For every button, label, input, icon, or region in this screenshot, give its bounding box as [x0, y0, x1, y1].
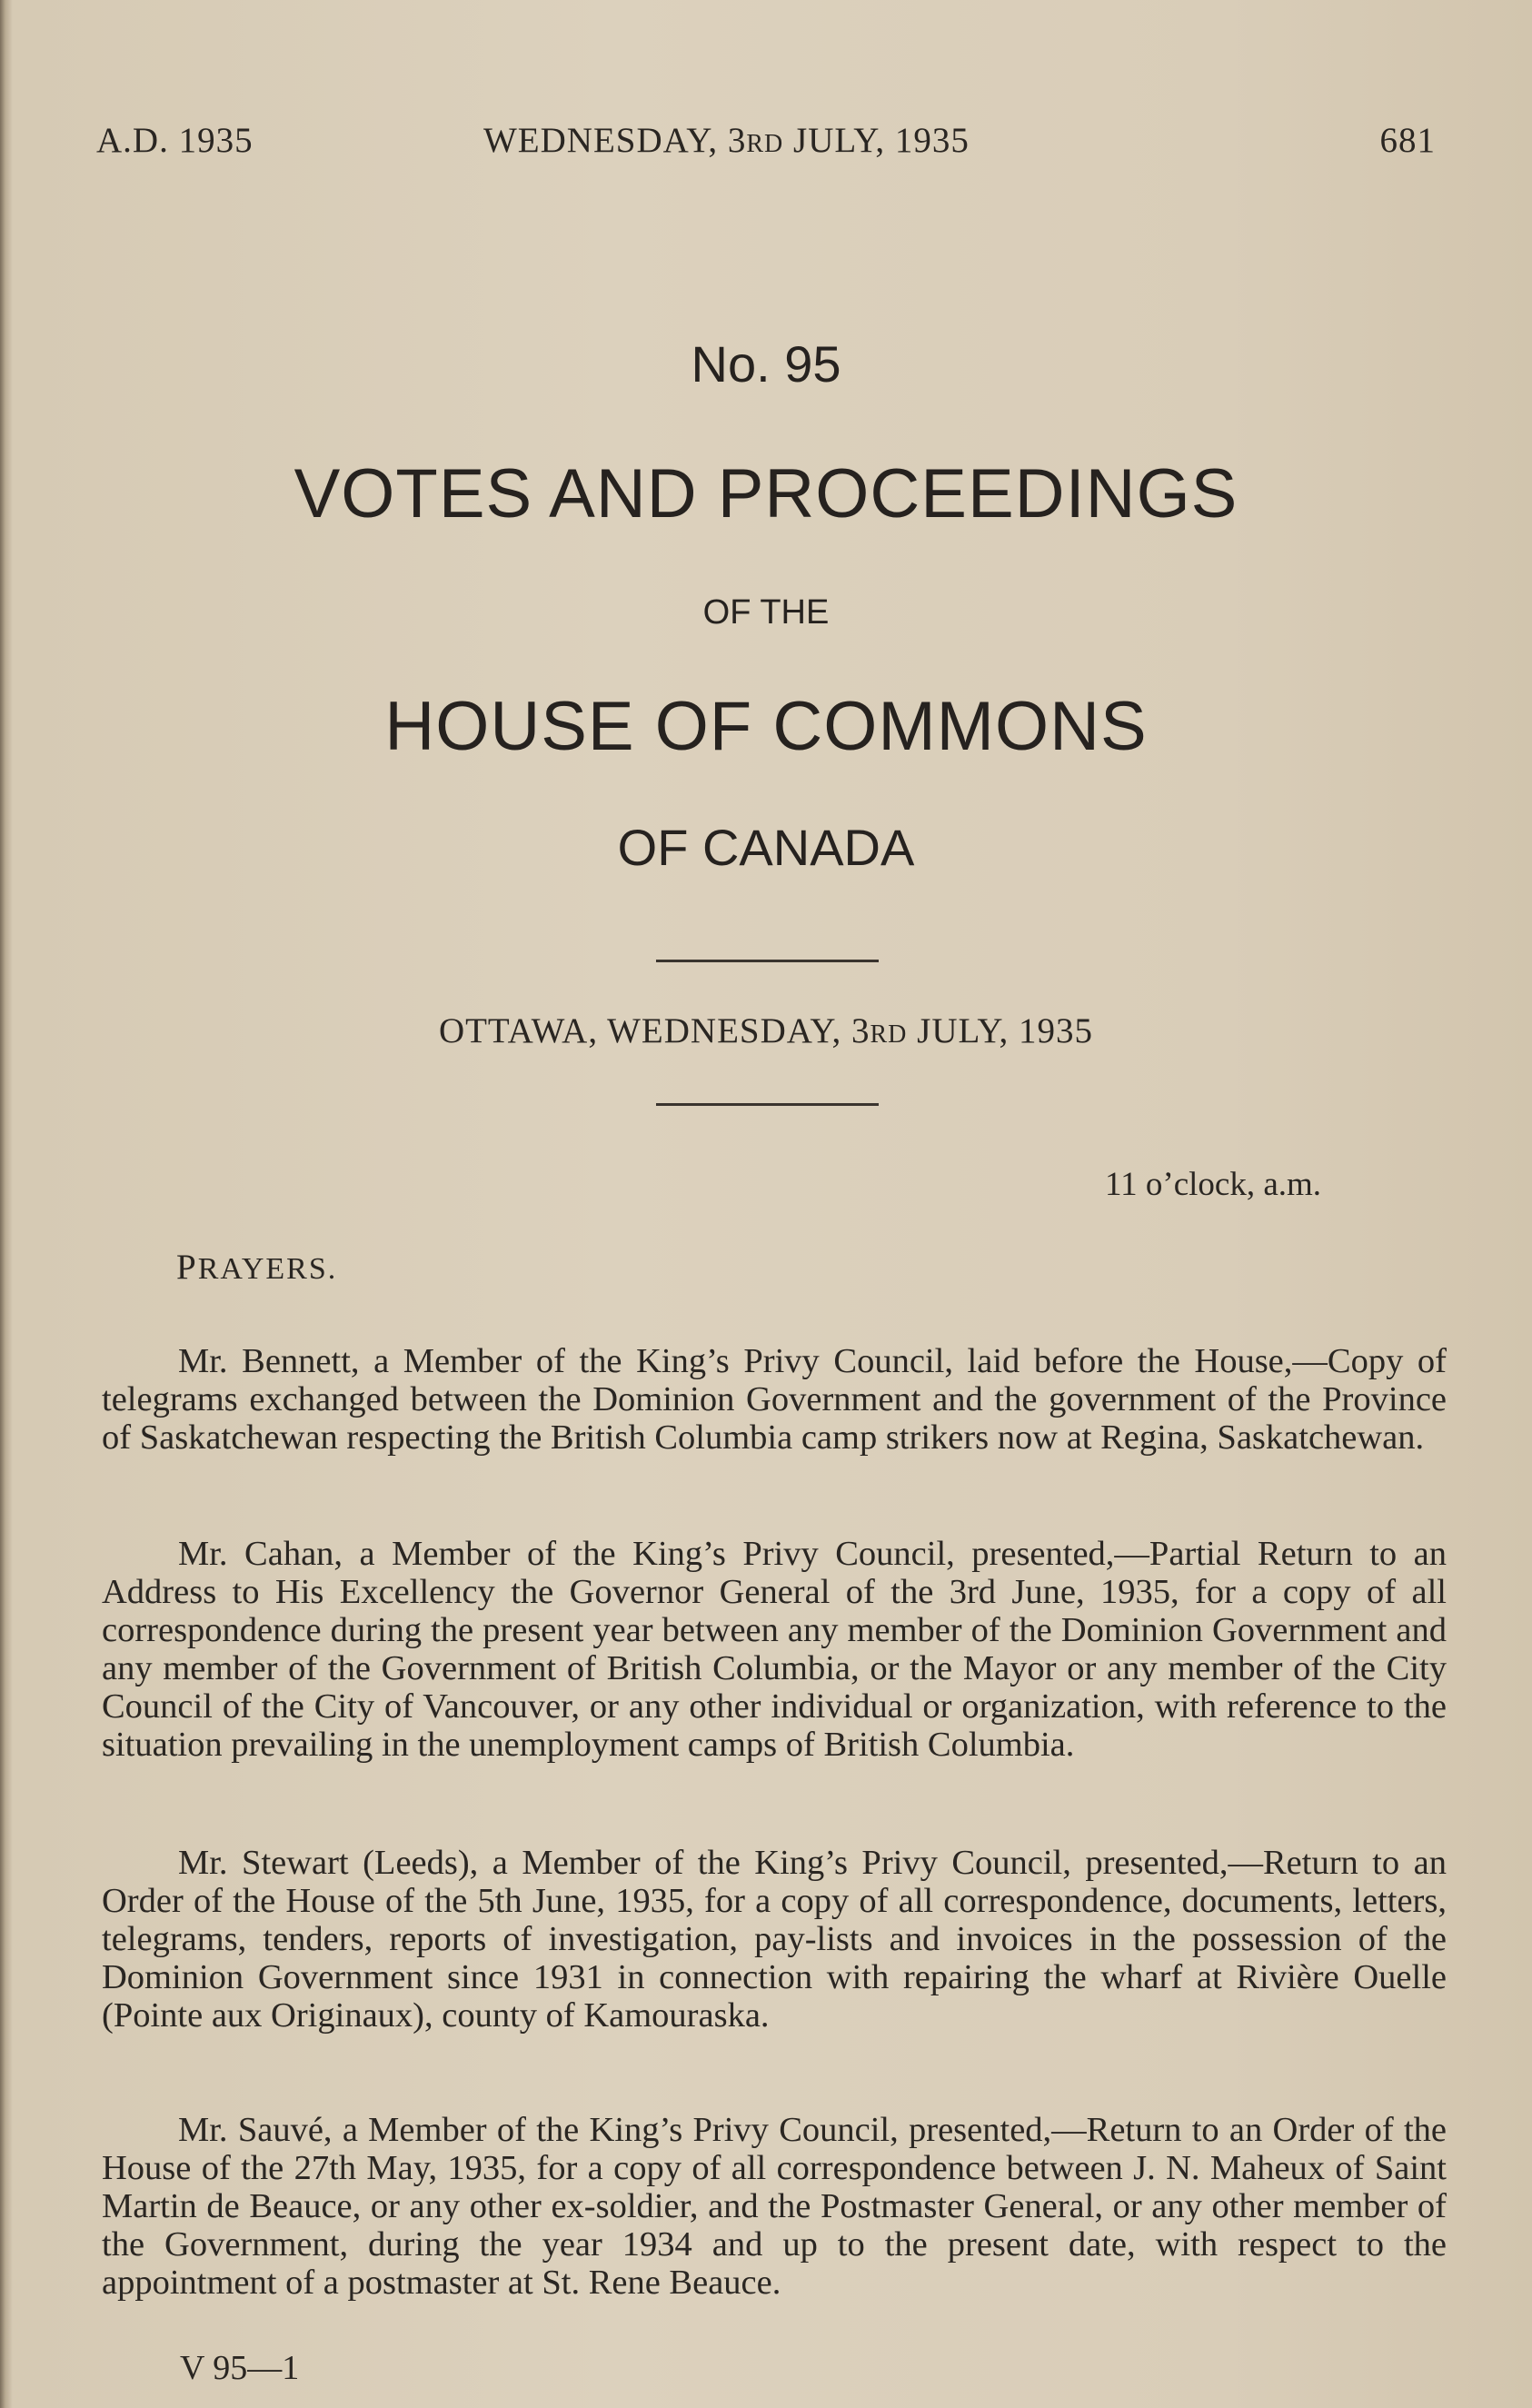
- dateline-part2: JULY, 1935: [907, 1011, 1094, 1050]
- dateline: [0, 1010, 1532, 1051]
- paragraph-sauve: Mr. Sauvé, a Member of the King’s Privy Council, presented,—Return to an Order of the House of the 27th May, 1935, for a copy of all correspondence between J. N. Maheux of Saint Martin de Beauce, or any other ex-soldier, and the Postmaster General, or any other member of the Government, during the year 1934 and up to the present date, with respect to the appointment of a postmaster at St. Rene Beauce.: [102, 2110, 1447, 2302]
- prayers-heading: [176, 1247, 337, 1288]
- header-year: A.D. 1935: [96, 121, 254, 160]
- dateline-part1: OTTAWA, WEDNESDAY, 3: [438, 1011, 870, 1050]
- prayers-rest: RAYERS.: [197, 1252, 338, 1286]
- header-date-part2: JULY, 1935: [783, 121, 970, 160]
- header-date-part1: WEDNESDAY, 3: [483, 121, 747, 160]
- divider-rule-bottom: [656, 1103, 879, 1106]
- running-head: [96, 120, 1436, 165]
- title-votes-and-proceedings: VOTES AND PROCEEDINGS: [293, 455, 1239, 532]
- prayers-initial: P: [176, 1248, 198, 1287]
- sitting-time: 11 o’clock, a.m.: [1105, 1166, 1322, 1203]
- dateline-ordinal: RD: [870, 1020, 908, 1049]
- divider-rule-top: [656, 960, 879, 962]
- page-number: 681: [1379, 121, 1436, 160]
- paragraph-bennett: Mr. Bennett, a Member of the King’s Privy Council, laid before the House,—Copy of telegrams exchanged between the Dominion Government and the government of the Province of Saskatchewan respecting the British Columbia camp strikers now at Regina, Saskatchewan.: [102, 1341, 1447, 1457]
- paragraph-stewart: Mr. Stewart (Leeds), a Member of the King’s Privy Council, presented,—Return to an Order of the House of the 5th June, 1935, for a copy of all correspondence, documents, letters, telegrams, tenders, reports of investigation, pay-lists and invoices in the possession of the Dominion Government since 1931 in connection with repairing the wharf at Rivière Ouelle (Pointe aux Originaux), county of Kamouraska.: [102, 1843, 1447, 2035]
- title-of-the: OF THE: [702, 593, 830, 632]
- title-house-of-commons: HOUSE OF COMMONS: [384, 688, 1148, 765]
- signature-mark: V 95—1: [180, 2349, 300, 2387]
- header-date: [483, 120, 970, 161]
- header-date-ordinal: RD: [746, 130, 784, 158]
- issue-number: No. 95: [691, 335, 841, 393]
- title-of-canada: OF CANADA: [617, 819, 915, 876]
- paragraph-cahan: Mr. Cahan, a Member of the King’s Privy Council, presented,—Partial Return to an Address to His Excellency the Governor General of the 3rd June, 1935, for a copy of all correspondence during the present year between any member of the Dominion Government and any member of the Government of British Columbia, or the Mayor or any member of the City Council of the City of Vancouver, or any other individual or organization, with reference to the situation prevailing in the unemployment camps of British Columbia.: [102, 1534, 1447, 1764]
